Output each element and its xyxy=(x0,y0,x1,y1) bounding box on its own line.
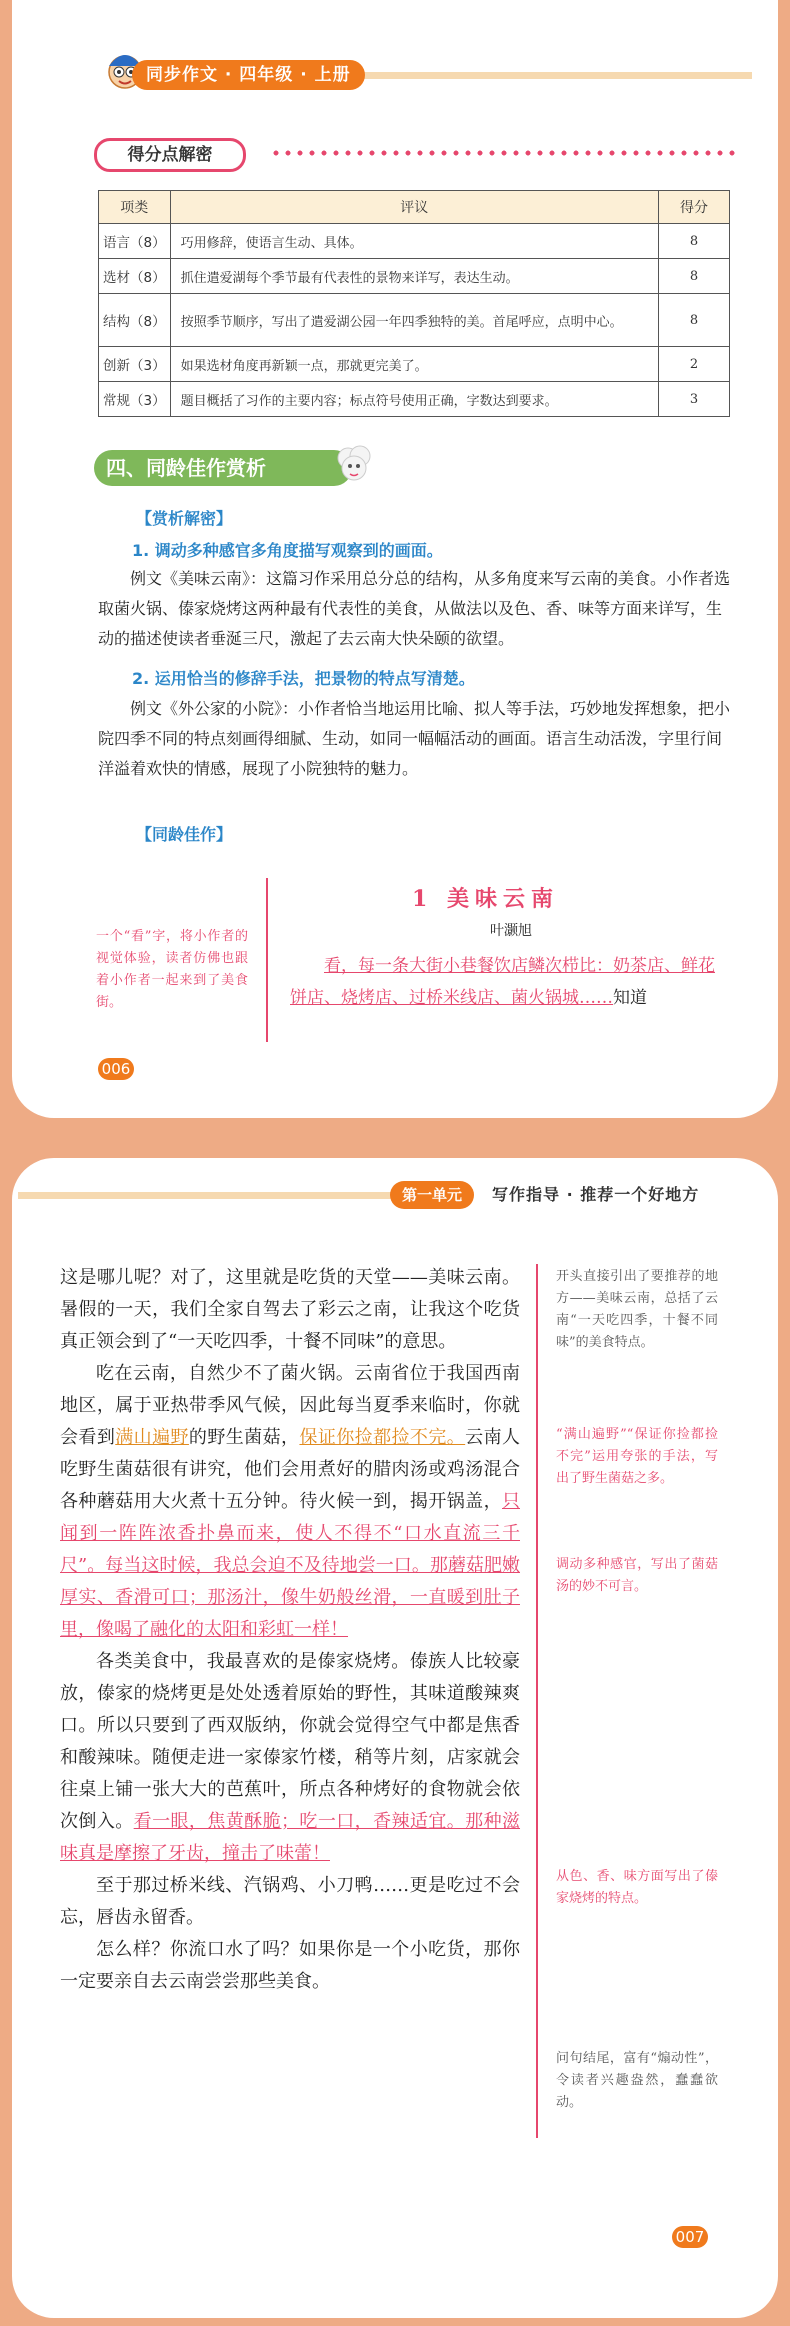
side-note: “满山遍野”“保证你捡都捡不完”运用夸张的手法，写出了野生菌菇之多。 xyxy=(556,1427,718,1486)
underlined-text: 看，每一条大街小巷餐饮店鳞次栉比：奶茶店、鲜花饼店、烧烤店、过桥米线店、菌火锅城…… xyxy=(290,956,715,1008)
plain-text: 的野生菌菇， xyxy=(188,1427,300,1448)
article-opening xyxy=(290,950,730,1014)
side-note: 一个“看”字，将小作者的视觉体验，读者仿佛也跟着小作者一起来到了美食街。 xyxy=(96,929,248,1010)
page-number: 007 xyxy=(672,2226,708,2248)
analysis-paragraph-2: 例文《外公家的小院》：小作者恰当地运用比喻、拟人等手法，巧妙地发挥想象，把小院四季不同的特点刻画得细腻、生动，如同一幅幅活动的画面。语言生动活泼，字里行间洋溢着欢快的情感，展现了小院独特的魅力。 xyxy=(98,699,731,778)
row-score: 8 xyxy=(659,294,730,347)
dotted-rule xyxy=(270,150,740,156)
side-note: 开头直接引出了要推荐的地方——美味云南，总括了云南“一天吃四季，十餐不同味”的美食特点。 xyxy=(556,1269,718,1350)
row-item: 常规（3） xyxy=(99,382,171,417)
column-header: 项类 xyxy=(99,191,171,224)
table-header-row xyxy=(99,191,730,224)
table-row xyxy=(99,224,730,259)
table-row xyxy=(99,259,730,294)
underlined-text: 只闻到一阵阵浓香扑鼻而来，使人不得不“口水直流三千尺”。每当这时候，我总会迫不及待地尝一口。那蘑菇肥嫩厚实、香滑可口；那汤汁，像牛奶般丝滑，一直暖到肚子里，像喝了融化的太阳和彩虹一样！ xyxy=(60,1491,520,1640)
paragraph-5: 怎么样？你流口水了吗？如果你是一个小吃货，那你一定要亲自去云南尝尝那些美食。 xyxy=(60,1939,520,1992)
paragraph-3 xyxy=(60,1646,520,1870)
analysis-point-2: 2. 运用恰当的修辞手法，把景物的特点写清楚。 xyxy=(132,669,475,688)
section-title: 四、同龄佳作赏析 xyxy=(94,450,352,486)
scoring-heading: 得分点解密 xyxy=(94,138,246,172)
header-rule xyxy=(18,1192,398,1199)
page-number: 006 xyxy=(98,1058,134,1080)
row-comment: 如果选材角度再新颖一点，那就更完美了。 xyxy=(170,347,658,382)
row-item: 语言（8） xyxy=(99,224,171,259)
underlined-text: 保证你捡都捡不完。 xyxy=(299,1427,466,1448)
row-score: 8 xyxy=(659,259,730,294)
note-divider xyxy=(266,878,268,1042)
plain-text: 吃在云南，自然少不了菌火锅。云南省位于我国西南地区，属于亚热带季风气候，因此每当夏季来临时，你就会看到 xyxy=(60,1363,520,1448)
header-title: 写作指导 · 推荐一个好地方 xyxy=(492,1185,700,1204)
row-item: 创新（3） xyxy=(99,347,171,382)
sheep-icon xyxy=(330,440,376,488)
unit-badge: 第一单元 xyxy=(390,1181,474,1209)
article-body xyxy=(60,1262,520,1998)
row-item: 选材（8） xyxy=(99,259,171,294)
article-title: 1 美味云南 xyxy=(412,886,559,912)
row-score: 8 xyxy=(659,224,730,259)
table-row xyxy=(99,382,730,417)
note-divider xyxy=(536,1264,538,2138)
paragraph-4: 至于那过桥米线、汽锅鸡、小刀鸭……更是吃过不会忘，唇齿永留香。 xyxy=(60,1875,520,1928)
underlined-text: 满山遍野 xyxy=(115,1427,189,1448)
page-006 xyxy=(12,0,778,1118)
underlined-text: 看一眼，焦黄酥脆；吃一口，香辣适宜。那种滋味真是摩擦了牙齿，撞击了味蕾！ xyxy=(60,1811,521,1864)
row-comment: 按照季节顺序，写出了遣爱湖公园一年四季独特的美。首尾呼应，点明中心。 xyxy=(170,294,658,347)
side-note: 调动多种感官，写出了菌菇汤的妙不可言。 xyxy=(556,1557,718,1594)
row-score: 3 xyxy=(659,382,730,417)
analysis-paragraph-1: 例文《美味云南》：这篇习作采用总分总的结构，从多角度来写云南的美食。小作者选取菌火锅、傣家烧烤这两种最有代表性的美食，从做法以及色、香、味等方面来详写，生动的描述使读者垂涎三尺，激起了去云南大快朵颐的欲望。 xyxy=(98,569,731,648)
column-header: 得分 xyxy=(659,191,730,224)
paragraph-2 xyxy=(60,1358,520,1646)
row-comment: 题目概括了习作的主要内容；标点符号使用正确，字数达到要求。 xyxy=(170,382,658,417)
row-item: 结构（8） xyxy=(99,294,171,347)
table-row xyxy=(99,294,730,347)
row-comment: 巧用修辞，使语言生动、具体。 xyxy=(170,224,658,259)
paragraph-1: 这是哪儿呢？对了，这里就是吃货的天堂——美味云南。暑假的一天，我们全家自驾去了彩云之南，让我这个吃货真正领会到了“一天吃四季，十餐不同味”的意思。 xyxy=(60,1267,520,1352)
analysis-point-1: 1. 调动多种感官多角度描写观察到的画面。 xyxy=(132,541,443,560)
row-comment: 抓住遣爱湖每个季节最有代表性的景物来详写，表达生动。 xyxy=(170,259,658,294)
column-header: 评议 xyxy=(170,191,658,224)
scoring-table xyxy=(98,190,730,417)
table-row xyxy=(99,347,730,382)
side-note: 问句结尾，富有“煽动性”，令读者兴趣盎然，蠢蠢欲动。 xyxy=(556,2051,718,2110)
plain-text: 云南人吃野生菌菇很有讲究，他们会用煮好的腊肉汤或鸡汤混合各种蘑菇用大火煮十五分钟。待火候一到，揭开锅盖， xyxy=(60,1427,521,1512)
header-title: 同步作文 · 四年级 · 上册 xyxy=(132,60,365,90)
plain-text: 各类美食中，我最喜欢的是傣家烧烤。傣族人比较豪放，傣家的烧烤更是处处透着原始的野性，其味道酸辣爽口。所以只要到了西双版纳，你就会觉得空气中都是焦香和酸辣味。随便走进一家傣家竹楼，稍等片刻，店家就会往桌上铺一张大大的芭蕉叶，所点各种烤好的食物就会依次倒入。 xyxy=(60,1651,520,1832)
row-score: 2 xyxy=(659,347,730,382)
plain-text: 知道 xyxy=(613,988,647,1008)
peer-label: 【同龄佳作】 xyxy=(136,825,233,844)
article-author: 叶灏旭 xyxy=(490,923,532,939)
analysis-label: 【赏析解密】 xyxy=(136,509,233,528)
side-note: 从色、香、味方面写出了傣家烧烤的特点。 xyxy=(556,1869,718,1906)
